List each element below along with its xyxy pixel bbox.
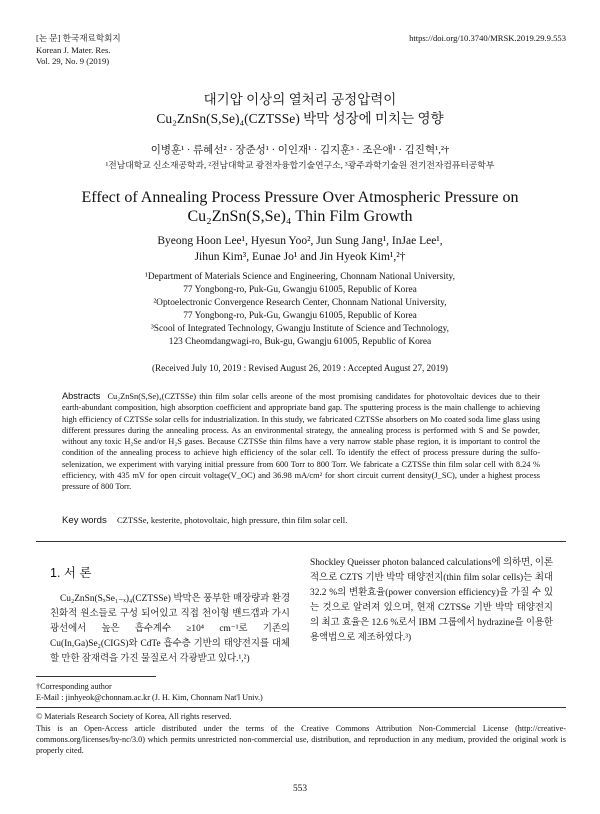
- abstract-label: Abstracts: [62, 391, 101, 401]
- korean-title-line2: [0, 110, 600, 128]
- english-authors-line1: Byeong Hoon Lee¹, Hyesun Yoo², Jun Sung Jang¹, InJae Lee¹,: [157, 235, 443, 247]
- english-authors-line2: Jihun Kim³, Eunae Jo¹ and Jin Hyeok Kim¹,²†: [194, 251, 406, 263]
- received-dates: (Received July 10, 2019 : Revised August 26, 2019 : Accepted August 27, 2019): [151, 363, 448, 373]
- section-divider: [36, 541, 566, 542]
- abstract: [62, 391, 540, 493]
- journal-volume: Vol. 29, No. 9 (2019): [36, 56, 110, 66]
- affiliation-line: ¹Department of Materials Science and Engineering, Chonnam National University,: [145, 272, 455, 282]
- footnote-divider: [36, 676, 156, 677]
- korean-title-rest: 박막 성장에 미치는 영향: [299, 111, 444, 126]
- journal-name-korean: [논 문] 한국재료학회지: [36, 33, 121, 43]
- affiliation-line: ²Optoelectronic Convergence Research Center, Chonnam National University,: [153, 298, 447, 308]
- corresponding-author: †Corresponding author: [36, 682, 112, 691]
- affiliation-line: ³Scool of Integrated Technology, Gwangju Institute of Science and Technology,: [150, 324, 450, 334]
- english-title-line1: Effect of Annealing Process Pressure Over Atmospheric Pressure on: [81, 189, 519, 206]
- copyright-line: © Materials Research Society of Korea, All rights reserved.: [36, 712, 232, 721]
- keywords-label: Key words: [62, 515, 107, 526]
- license-divider: [36, 707, 566, 708]
- abstract-text: Cu₂ZnSn(S,Se)₄(CZTSSe) thin film solar cells areone of the most promising candidates for photovoltaic devices due to their earth-abundant composition, high absorption coefficient and appropriate band gap. The sputtering process is the main challenge to achieving high efficiency of CZTSSe solar cells for industrialization. In this study, we fabricated CZTSSe absorbers on Mo coated soda lime glass using different pressures during the annealing process. As an environmental strategy, the annealing process is performed with S and Se powder, without any toxic H₂Se and/or H₂S gases. Because CZTSSe thin films have a very narrow stable phase region, it is important to control the condition of the annealing process to achieve high efficiency of the solar cell. To identify the effect of process pressure during the sulfo-selenization, we experiment with varying initial pressure from 600 Torr to 800 Torr. We fabricate a CZTSSe thin film solar cell with 8.24 % efficiency, with 435 mV for open circuit voltage(V_OC) and 36.98 mA/cm² for short circuit current density(J_SC), under a highest process pressure of 800 Torr.: [62, 392, 540, 492]
- journal-header: [36, 33, 121, 68]
- section-title: 1. 서 론: [50, 566, 92, 580]
- license-text: This is an Open-Access article distributed under the terms of the Creative Commons Attribution Non-Commercial License (http://creative-commons.org/licenses/by-nc/3.0) which permits unrestricted non-commercial use, distribution, and reproduction in any medium, provided the original work is properly cited.: [36, 724, 566, 755]
- korean-authors: 이병훈¹ · 류혜선² · 장준성¹ · 이인재¹ · 김지훈³ · 조은애¹ · 김진혁¹,²†: [150, 145, 450, 156]
- keywords: [62, 515, 347, 526]
- affiliation-line: 77 Yongbong-ro, Puk-Gu, Gwangju 61005, Republic of Korea: [183, 285, 417, 295]
- affiliation-line: 77 Yongbong-ro, Puk-Gu, Gwangju 61005, Republic of Korea: [183, 311, 417, 321]
- intro-left-column: Cu₂ZnSn(SₓSe₁₋ₓ)₄(CZTSSe) 박막은 풍부한 매장량과 환경 친화적 원소들로 구성 되어있고 직접 천이형 밴드갭과 가시광선에서 높은 흡수계수 ≥10⁴ cm⁻¹로 기존의 Cu(In,Ga)Se₂(CIGS)와 CdTe 흡수층 기반의 태양전지를 대체할 만한 잠재력을 가진 물질로서 각광받고 있다.¹,²): [50, 594, 290, 664]
- korean-affiliations: ¹전남대학교 신소재공학과, ²전남대학교 광전자융합기술연구소, ³광주과학기술원 전기전자컴퓨터공학부: [105, 160, 495, 170]
- doi-link[interactable]: https://doi.org/10.3740/MRSK.2019.29.9.553: [409, 33, 566, 43]
- journal-name-english: Korean J. Mater. Res.: [36, 44, 111, 55]
- korean-title-line1: 대기압 이상의 열처리 공정압력이: [203, 92, 397, 107]
- page-number: 553: [292, 784, 308, 794]
- korean-title-formula: Cu₂ZnSn(S,Se)₄(CZTSSe): [156, 111, 300, 126]
- english-title-line2: Cu₂ZnSn(S,Se)₄ Thin Film Growth: [187, 208, 413, 225]
- corresponding-email[interactable]: E-Mail : jinhyeok@chonnam.ac.kr (J. H. Kim, Chonnam Nat'l Univ.): [36, 693, 263, 702]
- keywords-text: CZTSSe, kesterite, photovoltaic, high pressure, thin film solar cell.: [116, 515, 348, 525]
- affiliation-line: 123 Cheomdangwagi-ro, Buk-gu, Gwangju 61005, Republic of Korea: [168, 337, 432, 347]
- intro-right-column: Shockley Queisser photon balanced calculations에 의하면, 이론적으로 CZTS 기반 박막 태양전지(thin film solar cells)는 최대 32.2 %의 변환효율(power conversion efficiency)을 가질 수 있는 것으로 알려져 있으며, 현재 CZTSSe 기반 박막 태양전지의 최고 효율은 12.6 %로서 IBM 그룹에서 hydrazine을 이용한 용액법으로 제조하였다.³): [310, 558, 553, 643]
